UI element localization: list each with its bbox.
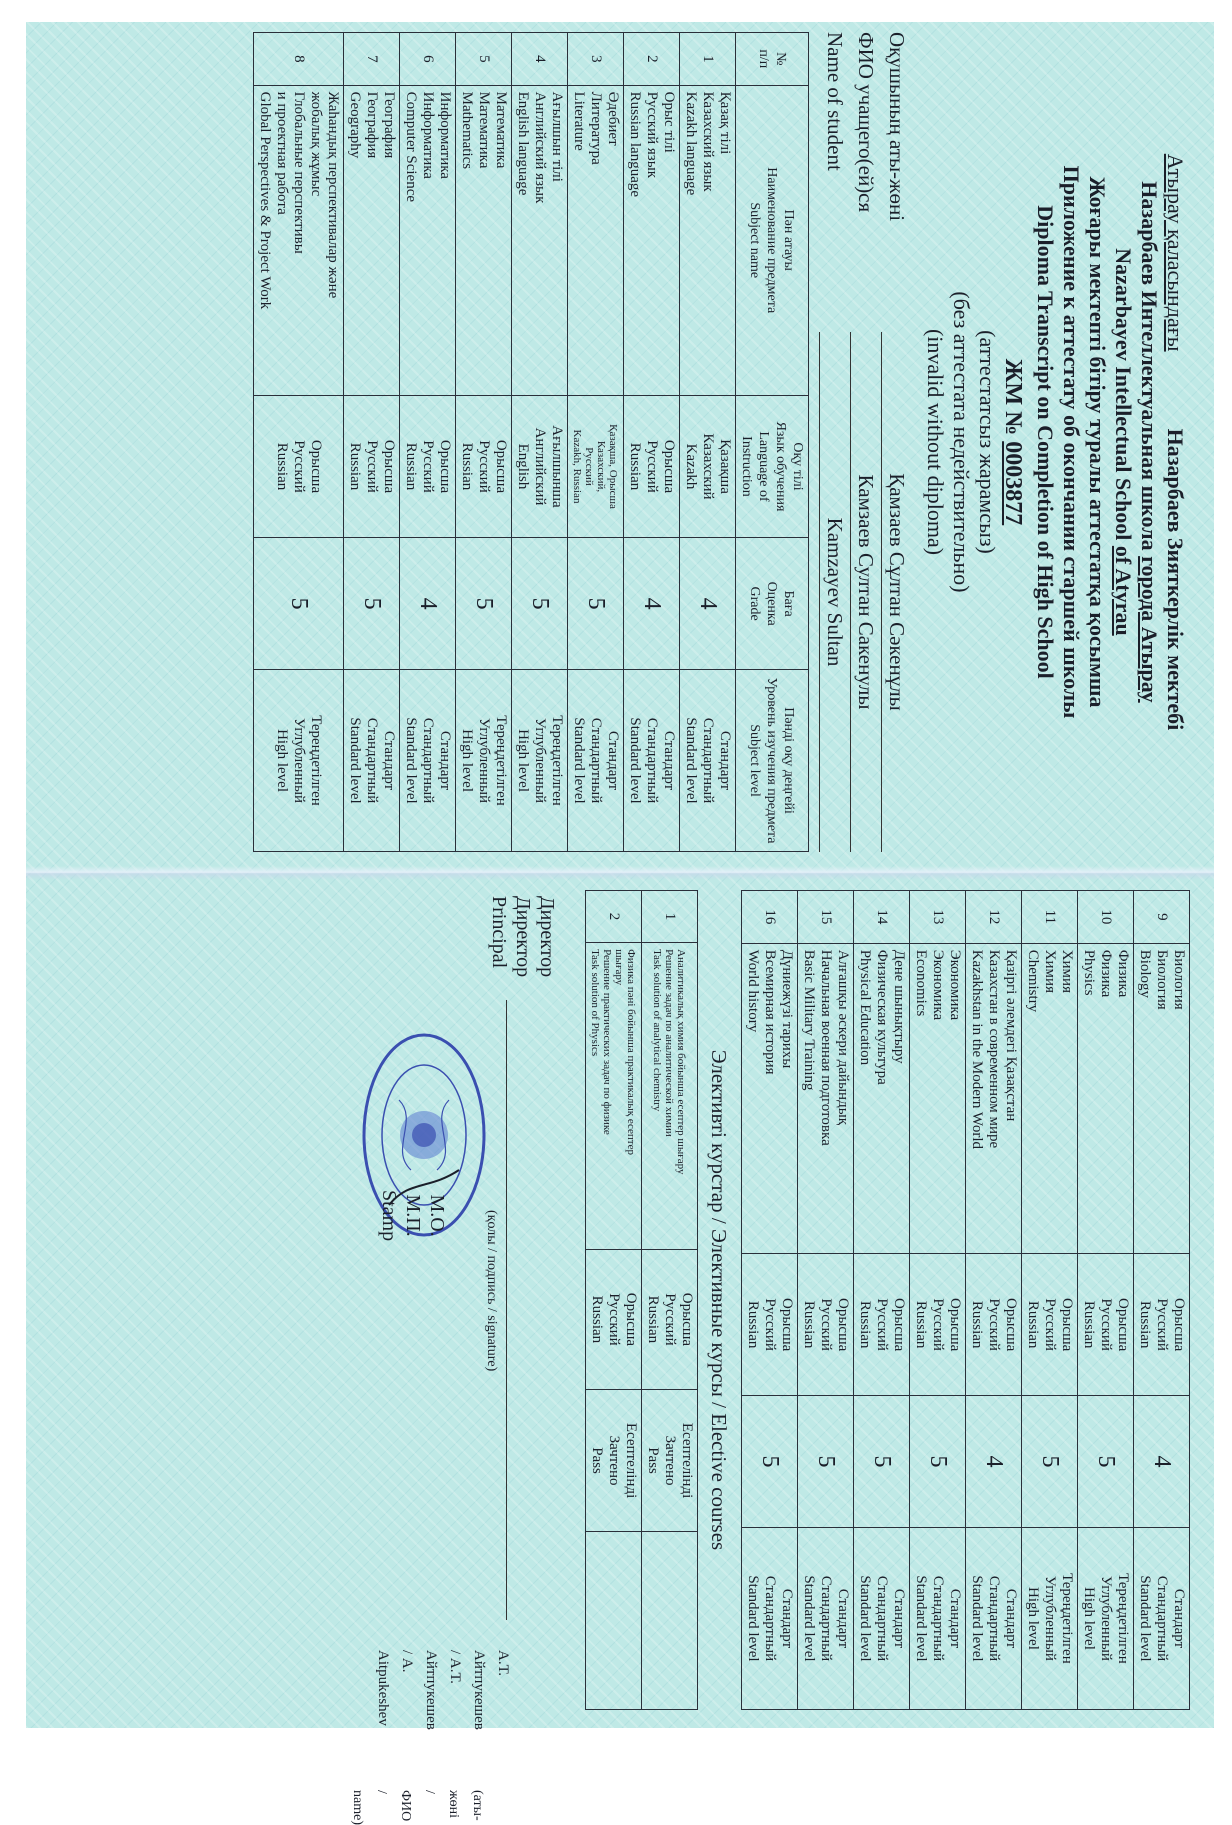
signature-line xyxy=(506,1000,507,1620)
subject-level: Стандарт Стандартный Standard level xyxy=(400,670,456,852)
title-ru: Приложение к аттестату об окончании старшей школы xyxy=(1059,165,1084,719)
subject-name: Жаһандық перспективалар және жобалық жұмыс Глобальные перспективы и проектная работа Global Perspectives & Project Work xyxy=(254,85,344,395)
subject-grade: 5 xyxy=(910,1396,966,1528)
subject-level: Стандарт Стандартный Standard level xyxy=(1134,1527,1190,1709)
table-row xyxy=(742,891,798,1710)
table-row xyxy=(344,33,400,852)
subject-level: Тереңдетілген Углубленный High level xyxy=(512,670,568,852)
table-row xyxy=(512,33,568,852)
invalid-kz: (аттестатсыз жарамсыз) xyxy=(975,330,1000,554)
transcript-header xyxy=(922,32,1188,852)
table-row xyxy=(568,33,624,852)
subject-level: Стандарт Стандартный Standard level xyxy=(680,670,736,852)
subject-grade: 5 xyxy=(344,538,400,670)
subject-name: Биология Биология Biology xyxy=(1134,943,1190,1253)
subject-level: Тереңдетілген Углубленный High level xyxy=(1078,1527,1134,1709)
header-num: № п/п xyxy=(736,33,809,86)
subject-name: Дене шынықтыру Физическая культура Physical Education xyxy=(854,943,910,1253)
table-row xyxy=(624,33,680,852)
table-row xyxy=(680,33,736,852)
header-language: Оқу тілі Язык обучения Language of Instruction xyxy=(736,395,809,537)
table-row xyxy=(1078,891,1134,1710)
transcript-page-1 xyxy=(28,32,1188,852)
city-ru: города Атырау xyxy=(1137,556,1162,703)
subject-level: Стандарт Стандартный Standard level xyxy=(344,670,400,852)
elective-grade: Есептелінді Зачтено Pass xyxy=(642,1390,698,1531)
subject-level: Стандарт Стандартный Standard level xyxy=(910,1527,966,1709)
city-en: of Atyrau xyxy=(1111,545,1136,636)
table-row xyxy=(456,33,512,852)
subject-grade: 5 xyxy=(456,538,512,670)
transcript-page-2 xyxy=(30,890,1190,1825)
subject-language: Орысша Русский Russian xyxy=(344,395,400,537)
school-kz: Назарбаев Зияткерлік мектебі xyxy=(1163,428,1188,731)
table-row xyxy=(1134,891,1190,1710)
subject-language: Қазақша, Орысша Казахский, Русский Kazakh, Russian xyxy=(568,395,624,537)
subject-language: Орысша Русский Russian xyxy=(456,395,512,537)
subject-number: 10 xyxy=(1078,891,1134,944)
subject-grade: 5 xyxy=(742,1396,798,1528)
stamp-caption xyxy=(377,1190,449,1241)
header-level: Пәнді оқу деңгейі Уровень изучения предмета Subject level xyxy=(736,670,809,852)
elective-language: Орысша Русский Russian xyxy=(642,1249,698,1390)
elective-title: Элективті курстар / Элективные курсы / Elective courses xyxy=(707,1049,731,1551)
subject-grade: 5 xyxy=(1078,1396,1134,1528)
subject-name: Физика Физика Physics xyxy=(1078,943,1134,1253)
student-label-kz: Оқушының аты-жөні xyxy=(885,32,909,222)
certificate-number: 0003877 xyxy=(1000,441,1026,526)
subject-number: 9 xyxy=(1134,891,1190,944)
subject-level: Стандарт Стандартный Standard level xyxy=(798,1527,854,1709)
subject-grade: 5 xyxy=(798,1396,854,1528)
header-subject: Пән атауы Наименование предмета Subject name xyxy=(736,85,809,395)
subject-grade: 5 xyxy=(854,1396,910,1528)
subject-language: Орысша Русский Russian xyxy=(1078,1254,1134,1396)
elective-number: 2 xyxy=(586,891,642,943)
subject-grade: 5 xyxy=(254,538,344,670)
subject-number: 3 xyxy=(568,33,624,86)
subject-number: 15 xyxy=(798,891,854,944)
subject-number: 11 xyxy=(1022,891,1078,944)
subject-language: Орысша Русский Russian xyxy=(1022,1254,1078,1396)
elective-level-empty xyxy=(642,1531,698,1709)
subject-number: 13 xyxy=(910,891,966,944)
subject-name: Ағылшын тілі Английский язык English language xyxy=(512,85,568,395)
subject-level: Тереңдетілген Углубленный High level xyxy=(456,670,512,852)
name-caption: (аты-жөні / ФИО / name) xyxy=(350,1790,485,1825)
title-en: Diploma Transcript on Completion of High School xyxy=(1033,205,1058,679)
student-label-en: Name of student xyxy=(823,32,847,171)
signature-caption: (қолы / подпись / signature) xyxy=(484,1210,499,1372)
subject-level: Стандарт Стандартный Standard level xyxy=(854,1527,910,1709)
subject-number: 6 xyxy=(400,33,456,86)
stamp-kz: М.О. xyxy=(426,1194,448,1237)
table-row xyxy=(798,891,854,1710)
number-label: ЖМ № xyxy=(1000,358,1026,436)
subject-grade: 4 xyxy=(400,538,456,670)
elective-name: Аналитикалық химия бойынша есептер шығару Решение задач по аналитической химии Task solution of analytical chemistry xyxy=(642,943,698,1249)
table-row xyxy=(1022,891,1078,1710)
invalid-en: (invalid without diploma) xyxy=(923,328,948,556)
subject-level: Тереңдетілген Углубленный High level xyxy=(254,670,344,852)
subject-number: 4 xyxy=(512,33,568,86)
elective-language: Орысша Русский Russian xyxy=(586,1249,642,1390)
student-name-ru: Камзаев Султан Сакенулы xyxy=(850,332,881,852)
elective-name: Физика пәні бойынша практикалық есептер шығару Решение практических задач по физике Task solution of Physics xyxy=(586,943,642,1249)
elective-number: 1 xyxy=(642,891,698,943)
student-name-en: Kamzayev Sultan xyxy=(819,332,850,852)
grades-table-1 xyxy=(253,32,809,852)
student-name-kz: Қамзаев Сұлтан Сәкенұлы xyxy=(881,332,912,852)
subject-name: Экономика Экономика Economics xyxy=(910,943,966,1253)
subject-number: 1 xyxy=(680,33,736,86)
subject-grade: 4 xyxy=(624,538,680,670)
table-row xyxy=(910,891,966,1710)
elective-level-empty xyxy=(586,1531,642,1709)
signature-block xyxy=(349,890,559,1825)
subject-name: Қазіргі әлемдегі Қазақстан Казахстан в современном мире Kazakhstan in the Modern World xyxy=(966,943,1022,1253)
subject-name: Әдебиет Литература Literature xyxy=(568,85,624,395)
subject-language: Орысша Русский Russian xyxy=(254,395,344,537)
subject-name: Орыс тілі Русский язык Russian language xyxy=(624,85,680,395)
subject-grade: 4 xyxy=(1134,1396,1190,1528)
subject-number: 5 xyxy=(456,33,512,86)
subject-name: Алғашқы әскери дайындық Начальная военная подготовка Basic Military Training xyxy=(798,943,854,1253)
subject-name: География География Geography xyxy=(344,85,400,395)
subject-number: 8 xyxy=(254,33,344,86)
stamp-en: Stamp xyxy=(378,1190,400,1242)
elective-row xyxy=(586,891,642,1710)
subject-language: Орысша Русский Russian xyxy=(742,1254,798,1396)
subject-language: Орысша Русский Russian xyxy=(400,395,456,537)
school-en: Nazarbayev Intellectual School xyxy=(1111,248,1136,541)
subject-language: Қазақша Казахский Kazakh xyxy=(680,395,736,537)
subject-level: Стандарт Стандартный Standard level xyxy=(568,670,624,852)
header-grade: Баға Оценка Grade xyxy=(736,538,809,670)
signature-title-en: Principal xyxy=(488,896,510,969)
subject-language: Орысша Русский Russian xyxy=(624,395,680,537)
student-label-ru: ФИО учащего(ей)ся xyxy=(854,32,878,213)
subject-number: 16 xyxy=(742,891,798,944)
table-row xyxy=(966,891,1022,1710)
subject-name: Дүниежүзі тарихы Всемирная история World history xyxy=(742,943,798,1253)
subject-number: 12 xyxy=(966,891,1022,944)
subject-name: Информатика Информатика Computer Science xyxy=(400,85,456,395)
city-kz: Атырау қаласындағы xyxy=(1163,153,1188,352)
table-row xyxy=(400,33,456,852)
subject-grade: 5 xyxy=(568,538,624,670)
subject-language: Орысша Русский Russian xyxy=(1134,1254,1190,1396)
subject-name: Математика Математика Mathematics xyxy=(456,85,512,395)
subject-level: Стандарт Стандартный Standard level xyxy=(624,670,680,852)
subject-number: 2 xyxy=(624,33,680,86)
subject-level: Стандарт Стандартный Standard level xyxy=(742,1527,798,1709)
subject-grade: 5 xyxy=(512,538,568,670)
stamp-ru: М.П. xyxy=(402,1194,424,1237)
subject-language: Орысша Русский Russian xyxy=(798,1254,854,1396)
subject-language: Орысша Русский Russian xyxy=(966,1254,1022,1396)
subject-language: Ағылшынша Английский English xyxy=(512,395,568,537)
page-fold xyxy=(26,866,1214,880)
subject-grade: 5 xyxy=(1022,1396,1078,1528)
student-block xyxy=(819,32,912,852)
grades-table-2 xyxy=(741,890,1190,1710)
signature-title-ru: Директор xyxy=(512,896,534,978)
subject-language: Орысша Русский Russian xyxy=(910,1254,966,1396)
table-row xyxy=(854,891,910,1710)
elective-row xyxy=(642,891,698,1710)
signature-title-kz: Директор xyxy=(536,896,558,978)
subject-level: Стандарт Стандартный Standard level xyxy=(966,1527,1022,1709)
table-row xyxy=(254,33,344,852)
subject-language: Орысша Русский Russian xyxy=(854,1254,910,1396)
subject-number: 14 xyxy=(854,891,910,944)
invalid-ru: (без аттестата недействительно) xyxy=(949,291,974,593)
subject-name: Химия Химия Chemistry xyxy=(1022,943,1078,1253)
school-ru: Назарбаев Интеллектуальная школа xyxy=(1137,181,1162,551)
elective-grade: Есептелінді Зачтено Pass xyxy=(586,1390,642,1531)
subject-level: Тереңдетілген Углубленный High level xyxy=(1022,1527,1078,1709)
subject-name: Қазақ тілі Казахский язык Kazakh language xyxy=(680,85,736,395)
subject-grade: 4 xyxy=(966,1396,1022,1528)
principal-name: А.Т. Айтпукешев / А.Т. Айтпукешев / A. Aitpukeshev xyxy=(375,1650,511,1730)
electives-table xyxy=(585,890,698,1710)
title-kz: Жоғары мектепті бітіру туралы аттестатқа қосымша xyxy=(1085,176,1110,708)
subject-number: 7 xyxy=(344,33,400,86)
subject-grade: 4 xyxy=(680,538,736,670)
